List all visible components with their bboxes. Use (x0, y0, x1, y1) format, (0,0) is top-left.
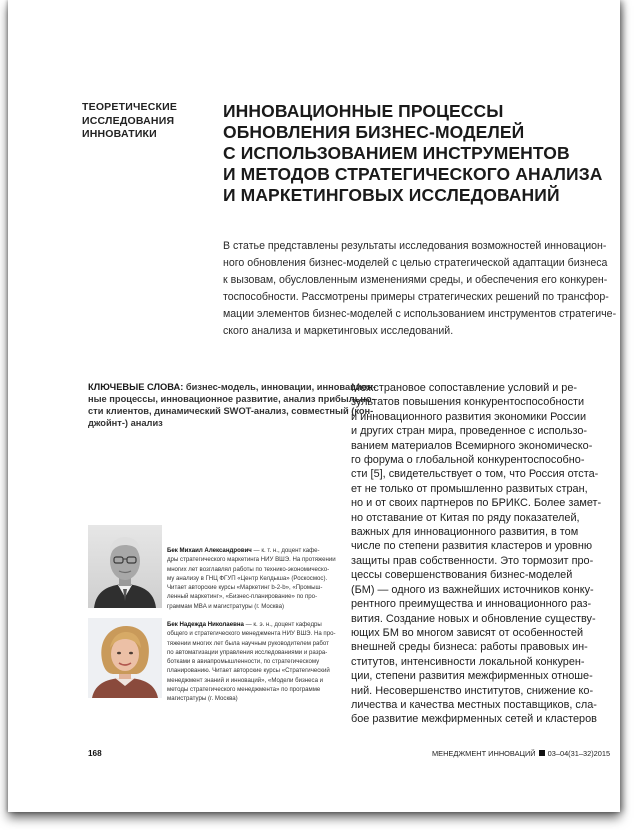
author-name: Бек Михаил Александрович (167, 547, 252, 554)
abstract-line: ного обновления бизнес-моделей с целью стратегической адаптации бизнеса (223, 256, 608, 269)
journal-name: МЕНЕДЖМЕНТ ИННОВАЦИЙ (432, 749, 536, 758)
author-photo-2 (88, 618, 162, 698)
abstract (223, 238, 617, 339)
square-icon (539, 750, 545, 756)
title-line: И МЕТОДОВ СТРАТЕГИЧЕСКОГО АНАЛИЗА (223, 164, 603, 184)
bio-line (167, 620, 322, 629)
bio-line: тяжении многих лет была научным руководителем работ (167, 639, 329, 647)
body-line: зультатов повышения конкурентоспособности (351, 396, 585, 409)
bio-line: ботками в авиапромышленности, по стратегическому (167, 658, 320, 666)
body-line: но отставание от Китая по ряду показателей, (351, 511, 580, 524)
bio-line: граммам MBA и магистратуры (г. Москва) (167, 602, 285, 610)
abstract-line: ского анализа и маркетинговых исследований. (223, 324, 454, 337)
author-name: Бек Надежда Николаевна (167, 621, 244, 628)
title-line: И МАРКЕТИНГОВЫХ ИССЛЕДОВАНИЙ (223, 185, 560, 205)
keywords-text: бизнес-модель, инновации, инновацион- (183, 382, 376, 392)
page-number: 168 (88, 749, 102, 758)
body-line: Межстрановое сопоставление условий и ре- (351, 382, 578, 394)
bio-line: многих лет возглавлял работы по технико-экономическо- (167, 565, 330, 573)
portrait-man (88, 525, 162, 608)
journal-footer (432, 749, 610, 758)
body-line: цессы совершенствования бизнес-моделей (351, 569, 573, 582)
author-bio-2 (167, 620, 336, 704)
body-line: ванием материалов Всемирного экономическо- (351, 439, 593, 452)
body-line: ний. Несовершенство институтов, снижение ко- (351, 684, 594, 697)
abstract-line: мации элементов бизнес-моделей с использованием инструментов стратегиче- (223, 307, 617, 320)
title-line: С ИСПОЛЬЗОВАНИЕМ ИНСТРУМЕНТОВ (223, 143, 570, 163)
bio-line: планированию. Читает авторские курсы «Стратегический (167, 667, 330, 675)
article-title (223, 101, 623, 206)
body-text (351, 381, 621, 727)
abstract-line: В статье представлены результаты исследования возможностей инновацион- (223, 240, 607, 252)
author-bio-1 (167, 546, 336, 611)
body-line: личества и качества местных поставщиков, сла- (351, 698, 597, 711)
keywords-line: ные процессы, инновационное развитие, анализ прибыльно- (88, 394, 375, 404)
body-line: ет не только от промышленно развитых стран, (351, 482, 588, 495)
bio-line: методы стратегического менеджмента» по программе (167, 686, 321, 694)
body-line: внешней среды бизнеса: работы правовых ин- (351, 641, 588, 654)
body-line: числе по степени развития кластеров и уровню (351, 540, 593, 553)
body-line: и инновационного развития экономики России (351, 410, 587, 423)
body-line: защиты прав собственности. Это тормозит про- (351, 554, 594, 567)
abstract-line: к вызовам, обусловленным изменениями среды, и обеспечения его конкурен- (223, 273, 608, 286)
body-line: но и от своих партнеров по БРИКС. Более замет- (351, 497, 602, 510)
section-label-line: ИННОВАТИКИ (82, 128, 157, 140)
bio-line: ленный маркетинг», «Бизнес-планирование» по про- (167, 593, 318, 601)
abstract-line: тоспособности. Рассмотрены примеры стратегических решений по трансфор- (223, 290, 609, 303)
body-line: го форума о глобальной конкурентоспособно- (351, 454, 585, 467)
body-line: вития. Создание новых и обновление существу- (351, 612, 596, 625)
bio-line: общего и стратегического менеджмента НИУ ВШЭ. На про- (167, 630, 336, 638)
section-label (82, 101, 192, 142)
bio-line: дры стратегического маркетинга НИУ ВШЭ. На протяжении (167, 556, 336, 564)
body-line: важных для инновационного развития, в том (351, 526, 579, 539)
journal-issue: 03–04(31–32)2015 (547, 749, 611, 758)
bio-line: му анализу в ГНЦ ФГУП «Центр Келдыша» (Роскосмос). (167, 574, 328, 582)
bio-line: Читает авторские курсы «Маркетинг b-2-b», «Промыш- (167, 584, 323, 592)
portrait-woman (88, 618, 162, 698)
keywords-line: сти клиентов, динамический SWOT-анализ, совместный (кон- (88, 406, 374, 416)
body-line: ститутов, интенсивности локальной конкурен- (351, 655, 585, 668)
author-photo-1 (88, 525, 162, 608)
section-label-line: ТЕОРЕТИЧЕСКИЕ (82, 101, 178, 113)
body-line: и других стран мира, проведенное с использо- (351, 425, 588, 438)
body-line: ции, степени развития межфирменных отноше- (351, 670, 593, 683)
section-label-line: ИССЛЕДОВАНИЯ (82, 114, 175, 127)
body-line: ющих БМ во многом зависят от особенностей (351, 626, 584, 639)
journal-page (8, 0, 620, 812)
body-line: рентного преимущества и инновационного раз- (351, 598, 592, 611)
title-line: ИННОВАЦИОННЫЕ ПРОЦЕССЫ (223, 101, 504, 121)
bio-line (167, 546, 320, 555)
body-line: (БМ) — одного из важнейших источников конку- (351, 583, 594, 596)
keywords-line: джойнт-) анализ (88, 418, 163, 428)
title-line: ОБНОВЛЕНИЯ БИЗНЕС-МОДЕЛЕЙ (223, 122, 525, 142)
keywords-heading: КЛЮЧЕВЫЕ СЛОВА: (88, 382, 184, 392)
keywords-line (88, 381, 376, 393)
bio-line: менеджмент знаний и инноваций», «Модели бизнеса и (167, 676, 324, 684)
body-line: бое развитие межфирменных сетей и кластеров (351, 713, 597, 726)
body-line: сти [5], свидетельствует о том, что Россия отста- (351, 468, 599, 481)
bio-text: — к. э. н., доцент кафедры (243, 621, 322, 628)
keywords-block (88, 381, 376, 429)
bio-line: магистратуры (г. Москва) (167, 695, 238, 703)
bio-text: — к. т. н., доцент кафе- (251, 547, 320, 554)
bio-line: по автоматизации управления исследованиями и разра- (167, 648, 328, 656)
